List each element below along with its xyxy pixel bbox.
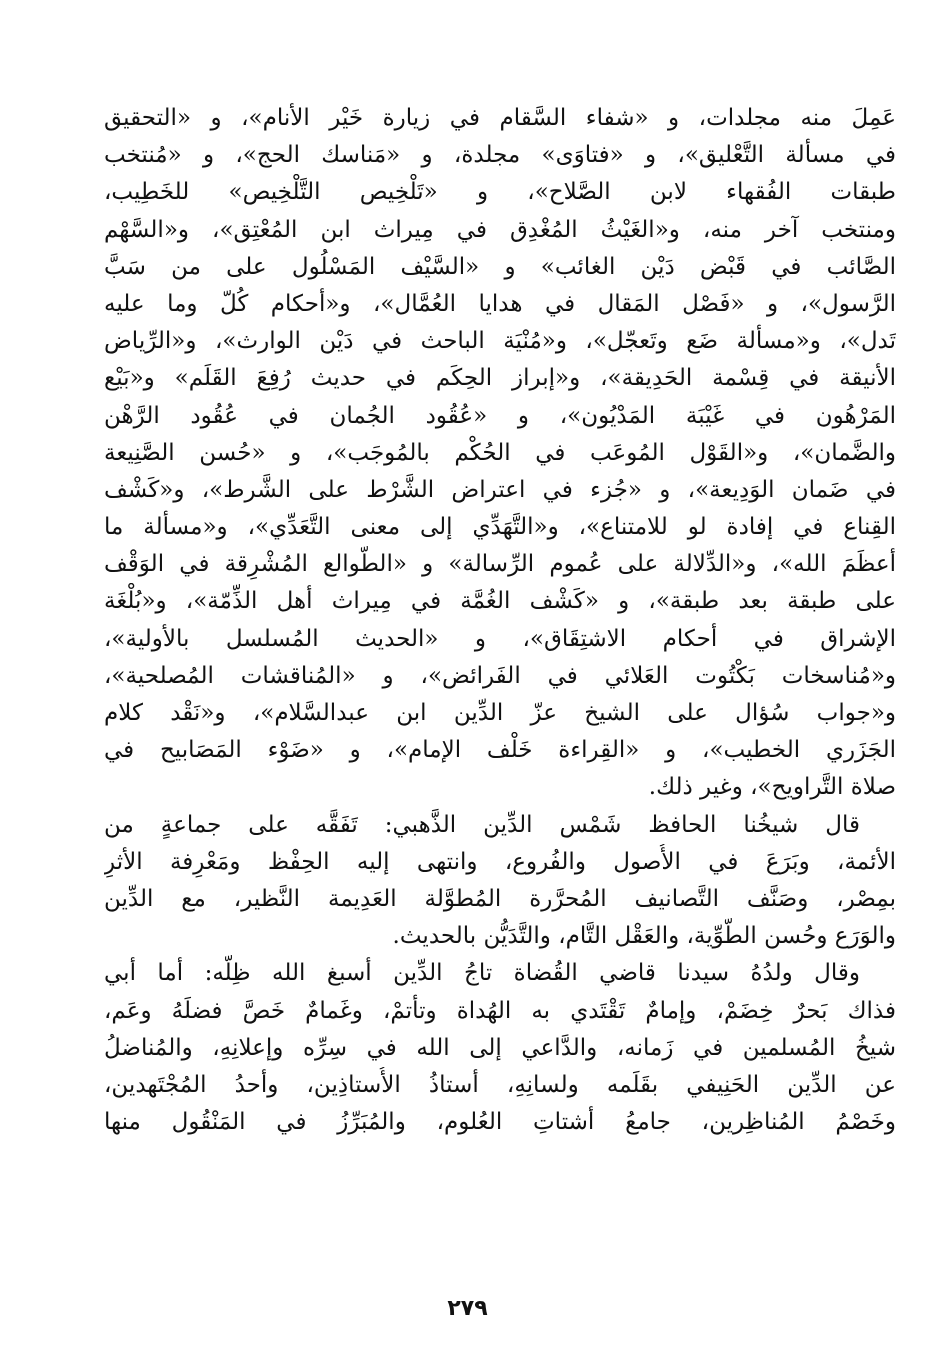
page-body [104, 100, 896, 1141]
text-line: القِناع في إفادة لو للامتناع»، و«التَّهَدِّي إلى معنى التَّعَدِّي»، و«مسألة ما [104, 514, 896, 541]
text-line: و«مُناسخات بَكْتُوت العَلائي في الفَرائض»، و «المُناقشات المُصلحية»، [104, 662, 896, 689]
text-line: المَرْهُون في غَيْبَة المَدْيُون»، و «عُقُود الجُمان في عُقُود الرَّهْن [104, 402, 896, 429]
text-line: تَدل»، و«مسألة ضَع وتَعجّل»، و«مُنْيَة الباحث في دَيْن الوارث»، و«الرِّياض [104, 328, 896, 355]
text-line: الأنيقة في قِسْمة الحَدِيقة»، و«إبراز الحِكَم في حديث رُفِعَ القَلَم» و«بَيْع [104, 365, 896, 392]
page-number: ٢٧٩ [447, 1296, 488, 1321]
text-line: الرَّسول»، و «فَصْل المَقال في هدايا العُمَّال»، و«أحكام كُلّ وما عليه [104, 290, 896, 317]
text-line: في ضَمان الوَدِيعة»، و «جُزء في اعتراض الشَّرْط على الشَّرط»، و«كَشْف [104, 476, 896, 503]
text-line: الجَزَري الخطيب»، و «القِراءة خَلْف الإمام»، و «ضَوْء المَصَابيح في [104, 737, 896, 764]
text-line: فذاك بَحرٌ خِضَمْ، وإمامٌ تَقْتَدي به الهُداة وتأتمْ، وغَمامٌ خَصَّ فضلَهُ وعَم، [104, 997, 896, 1024]
text-line: والضَّمان»، و«القَوْل المُوعَب في الحُكْم بالمُوجَب»، و «حُسن الصَّنِيعة [104, 439, 896, 466]
text-line: الأئمة، وبَرَعَ في الأُصول والفُروع، وانتهى إليه الحِفْظ ومَعْرِفة الأثرِ [104, 848, 896, 875]
text-line: في مسألة التَّعْليق»، و «فتاوَى» مجلدة، و «مَناسك الحج»، و «مُنتخب [104, 142, 896, 169]
text-line: عن الدِّين الحَنِيفي بقَلَمه ولسانِهِ، أستاذُ الأُستاذِين، وأحدُ المُجْتَهدين، [104, 1071, 896, 1098]
text-line: صلاة التَّراويح»، وغير ذلك. [648, 774, 896, 801]
text-line: الصَّائب في قَبْض دَيْن الغائب» و «السَّيْف المَسْلُول على من سَبَّ [104, 253, 896, 280]
text-line: و«جواب سُؤال على الشيخ عزّ الدِّين ابن عبدالسَّلام»، و«نَقْد كلام [104, 700, 896, 726]
text-line: بمِصْر، وصَنَّف التَّصانيف المُحرَّرة المُطوَّلة العَدِيمة النَّظير، مع الدِّين [104, 885, 896, 912]
text-line: أعظَمَ الله»، و«الدِّلالة على عُموم الرِّسالة» و «الطَّوالع المُشْرِقة في الوَقْف [104, 551, 896, 578]
paragraph-start-line: وقال ولدُهُ سيدنا قاضي القُضاة تاجُ الدِّين أسبغ الله ظِلَّه: أما أبي [104, 960, 860, 987]
text-line: على طبقة بعد طبقة»، و «كَشْف الغُمَّة في مِيراث أهل الذِّمّة»، و«بُلْغَة [104, 588, 896, 615]
paragraph-start-line: قال شيخُنا الحافظ شَمْس الدِّين الذَّهبي: تَفَقَّه على جماعةٍ من [104, 811, 860, 838]
text-line: شيخُ المُسلمين في زَمانه، والدَّاعي إلى الله في سِرِّه وإعلانِهِ، والمُناضلُ [104, 1034, 896, 1061]
text-line: عَمِلَ منه مجلدات، و «شفاء السَّقام في زيارة خَيْر الأنام»، و «التحقيق [104, 105, 896, 131]
text-line: طبقات الفُقهاء لابن الصَّلاح»، و «تَلْخِيص التَّلْخِيص» للخَطِيب، [104, 179, 896, 206]
text-line: الإشراق في أحكام الاشتِقَاق»، و «الحديث المُسلسل بالأولية»، [104, 625, 896, 652]
text-line: والوَرَع وحُسن الطَّوِّية، والعَقْل التَّام، والتَّدَيُّن بالحديث. [392, 923, 896, 950]
text-line: وخَصْمُ المُناظِرين، جامعُ أشتاتِ العُلوم، والمُبَرِّزُ في المَنْقُول منها [104, 1109, 896, 1136]
text-line: ومنتخب آخر منه، و«الغَيْثُ المُغْدِق في مِيراث ابن المُعْتِق»، و«السَّهْم [104, 216, 896, 243]
